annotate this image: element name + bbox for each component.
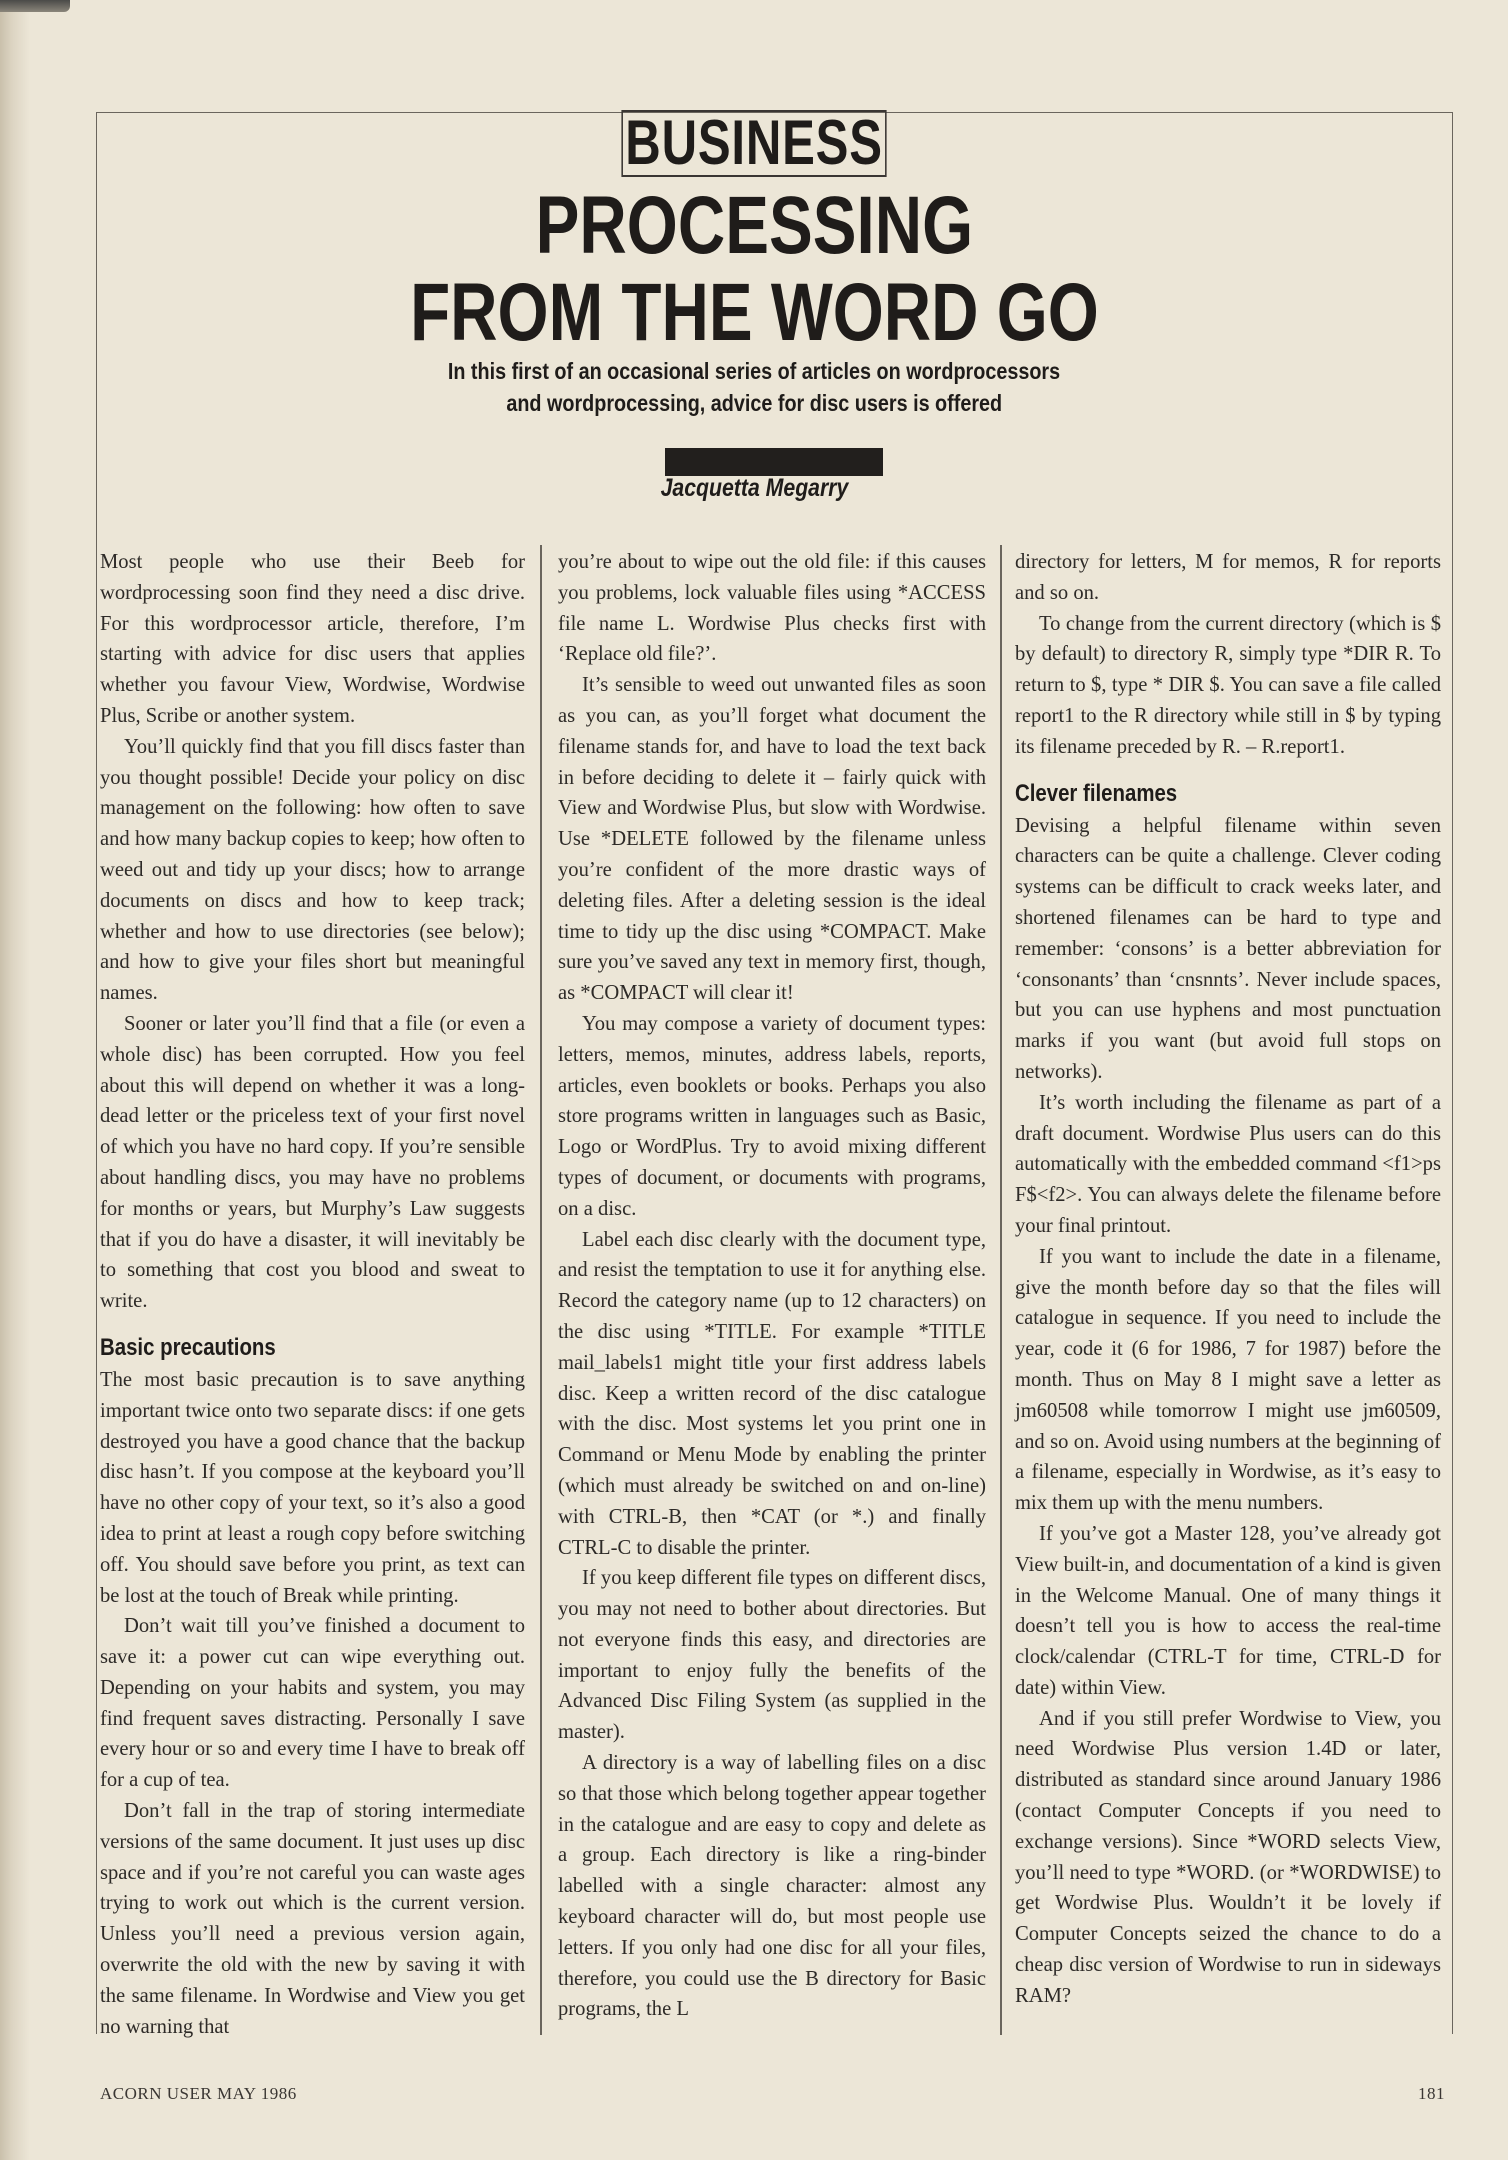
paragraph: It’s worth including the filename as part of a draft document. Wordwise Plus users can do this automatically with the embedded command <f1>ps F$<f2>. You can always delete the filename before your final printout. (1015, 1091, 1441, 1237)
paragraph: You may compose a variety of document types: letters, memos, minutes, address labels, reports, articles, even booklets or books. Perhaps you also store programs written in languages such as Basic, Logo or WordPlus. Try to avoid mixing different types of document, or documents with programs, on a disc. (558, 1012, 986, 1220)
article-column-3 (1015, 547, 1441, 2012)
paragraph: Label each disc clearly with the document type, and resist the temptation to use it for anything else. Record the category name (up to 12 characters) on the disc using *TITLE. For example *TITLE mail_labels1 might title your first address labels disc. Keep a written record of the disc catalogue with the disc. Most systems let you print one in Command or Menu Mode by enabling the printer (which must already be switched on and on-line) with CTRL-B, then *CAT (or *.) and finally CTRL-C to disable the printer. (558, 1228, 986, 1559)
paragraph: Most people who use their Beeb for wordprocessing soon find they need a disc drive. For this wordprocessor article, therefore, I’m starting with advice for disc users that applies whether you favour View, Wordwise, Wordwise Plus, Scribe or another system. (100, 551, 525, 727)
paragraph: You’ll quickly find that you fill discs faster than you thought possible! Decide your policy on disc management on the following: how often to save and how many backup copies to keep; how often to weed out and tidy up your discs; how to arrange documents on discs and how to keep track; whether and how to use directories (see below); and how to give your files short but meaningful names. (100, 735, 525, 1005)
byline: Jacquetta Megarry (660, 474, 848, 502)
article-column-2 (558, 547, 986, 2025)
paragraph: Don’t fall in the trap of storing intermediate versions of the same document. It just uses up disc space and if you’re not careful you can waste ages trying to work out which is the current version. Unless you’ll need a previous version again, overwrite the old with the new by saving it with the same filename. In Wordwise and View you get no warning that (100, 1800, 525, 2038)
paragraph: To change from the current directory (which is $ by default) to directory R, simply type *DIR R. To return to $, type * DIR $. You can save a file called report1 to the R directory while still in $ by typing its filename preceded by R. – R.report1. (1015, 612, 1441, 758)
paragraph: Don’t wait till you’ve finished a document to save it: a power cut can wipe everything out. Depending on your habits and system, you may find frequent saves distracting. Personally I save every hour or so and every time I have to break off for a cup of tea. (100, 1615, 525, 1792)
binding-mark (0, 0, 70, 12)
headline-line-1: BUSINESS (0, 110, 1508, 177)
byline-bar (665, 448, 883, 476)
paragraph: If you keep different file types on different discs, you may not need to bother about directories. But not everyone finds this easy, and directories are important to enjoy fully the benefits of the Advanced Disc Filing System (as supplied in the master). (558, 1567, 986, 1744)
paragraph: If you’ve got a Master 128, you’ve already got View built-in, and documentation of a kind is given in the Welcome Manual. One of many things it doesn’t tell you is how to access the real-time clock/calendar (CTRL-T for time, CTRL-D for date) within View. (1015, 1522, 1441, 1699)
standfirst-line-2: and wordprocessing, advice for disc users is offered (506, 390, 1002, 416)
headline-line-3: FROM THE WORD GO (409, 267, 1099, 358)
paragraph: Devising a helpful filename within seven characters can be quite a challenge. Clever coding systems can be difficult to crack weeks later, and shortened filenames can be hard to type and remember: ‘consons’ is a better abbreviation for ‘consonants’ than ‘cnsnnts’. Never include spaces, but you can use hyphens and most punctuation marks if you want (but avoid full stops on networks). (1015, 814, 1441, 1083)
section-heading: Clever filenames (1015, 779, 1178, 807)
column-divider-2 (1000, 545, 1002, 2035)
page-number: 181 (1418, 2084, 1445, 2103)
paragraph: And if you still prefer Wordwise to View, you need Wordwise Plus version 1.4D or later, distributed as standard since around January 1986 (contact Computer Concepts if you need to exchange versions). Since *WORD selects View, you’ll need to type *WORD. (or *WORDWISE) to get Wordwise Plus. Wouldn’t it be lovely if Computer Concepts seized the chance to do a cheap disc version of Wordwise to run in sideways RAM? (1015, 1707, 1441, 2007)
headline-line-2: PROCESSING (535, 180, 973, 271)
column-divider-1 (540, 545, 542, 2035)
paragraph: If you want to include the date in a filename, give the month before day so that the files will catalogue in sequence. If you need to include the year, code it (6 for 1986, 7 for 1987) before the month. Thus on May 8 I might save a letter as jm60508 while tomorrow I might use jm60509, and so on. Avoid using numbers at the beginning of a filename, especially in Wordwise, as it’s easy to mix them up with the menu numbers. (1015, 1245, 1441, 1515)
paragraph: It’s sensible to weed out unwanted files as soon as you can, as you’ll forget what document the filename stands for, and have to load the text back in before deciding to delete it – fairly quick with View and Wordwise Plus, but slow with Wordwise. Use *DELETE followed by the filename unless you’re confident of the more drastic ways of deleting files. After a deleting session is the ideal time to tidy up the disc using *COMPACT. Make sure you’ve saved any text in memory first, though, as *COMPACT will clear it! (558, 674, 986, 1005)
section-heading: Basic precautions (100, 1333, 276, 1361)
article-column-1 (100, 547, 525, 2042)
standfirst-line-1: In this first of an occasional series of articles on wordprocessors (447, 358, 1061, 384)
paragraph: A directory is a way of labelling files on a disc so that those which belong together appear together in the catalogue and are easy to copy and delete as a group. Each directory is like a ring-binder labelled with a single character: almost any keyboard character will do, but most people use letters. If you only had one disc for all your files, therefore, you could use the B directory for Basic programs, the L (558, 1752, 986, 2021)
magazine-folio: ACORN USER MAY 1986 (100, 2084, 297, 2103)
paragraph: directory for letters, M for memos, R for reports and so on. (1015, 551, 1441, 604)
paragraph: The most basic precaution is to save anything important twice onto two separate discs: if one gets destroyed you have a good chance that the backup disc hasn’t. If you compose at the keyboard you’ll have no other copy of your text, so it’s also a good idea to print at least a rough copy before switching off. You should save before you print, as text can be lost at the touch of Break while printing. (100, 1368, 525, 1607)
paragraph: you’re about to wipe out the old file: if this causes you problems, lock valuable files using *ACCESS file name L. Wordwise Plus checks first with ‘Replace old file?’. (558, 551, 986, 666)
paragraph: Sooner or later you’ll find that a file (or even a whole disc) has been corrupted. How you feel about this will depend on whether it was a long-dead letter or the priceless text of your first novel of which you have no hard copy. If you’re sensible about handling discs, you may have no problems for months or years, but Murphy’s Law suggests that if you do have a disaster, it will inevitably be to something that cost you blood and sweat to write. (100, 1012, 525, 1313)
